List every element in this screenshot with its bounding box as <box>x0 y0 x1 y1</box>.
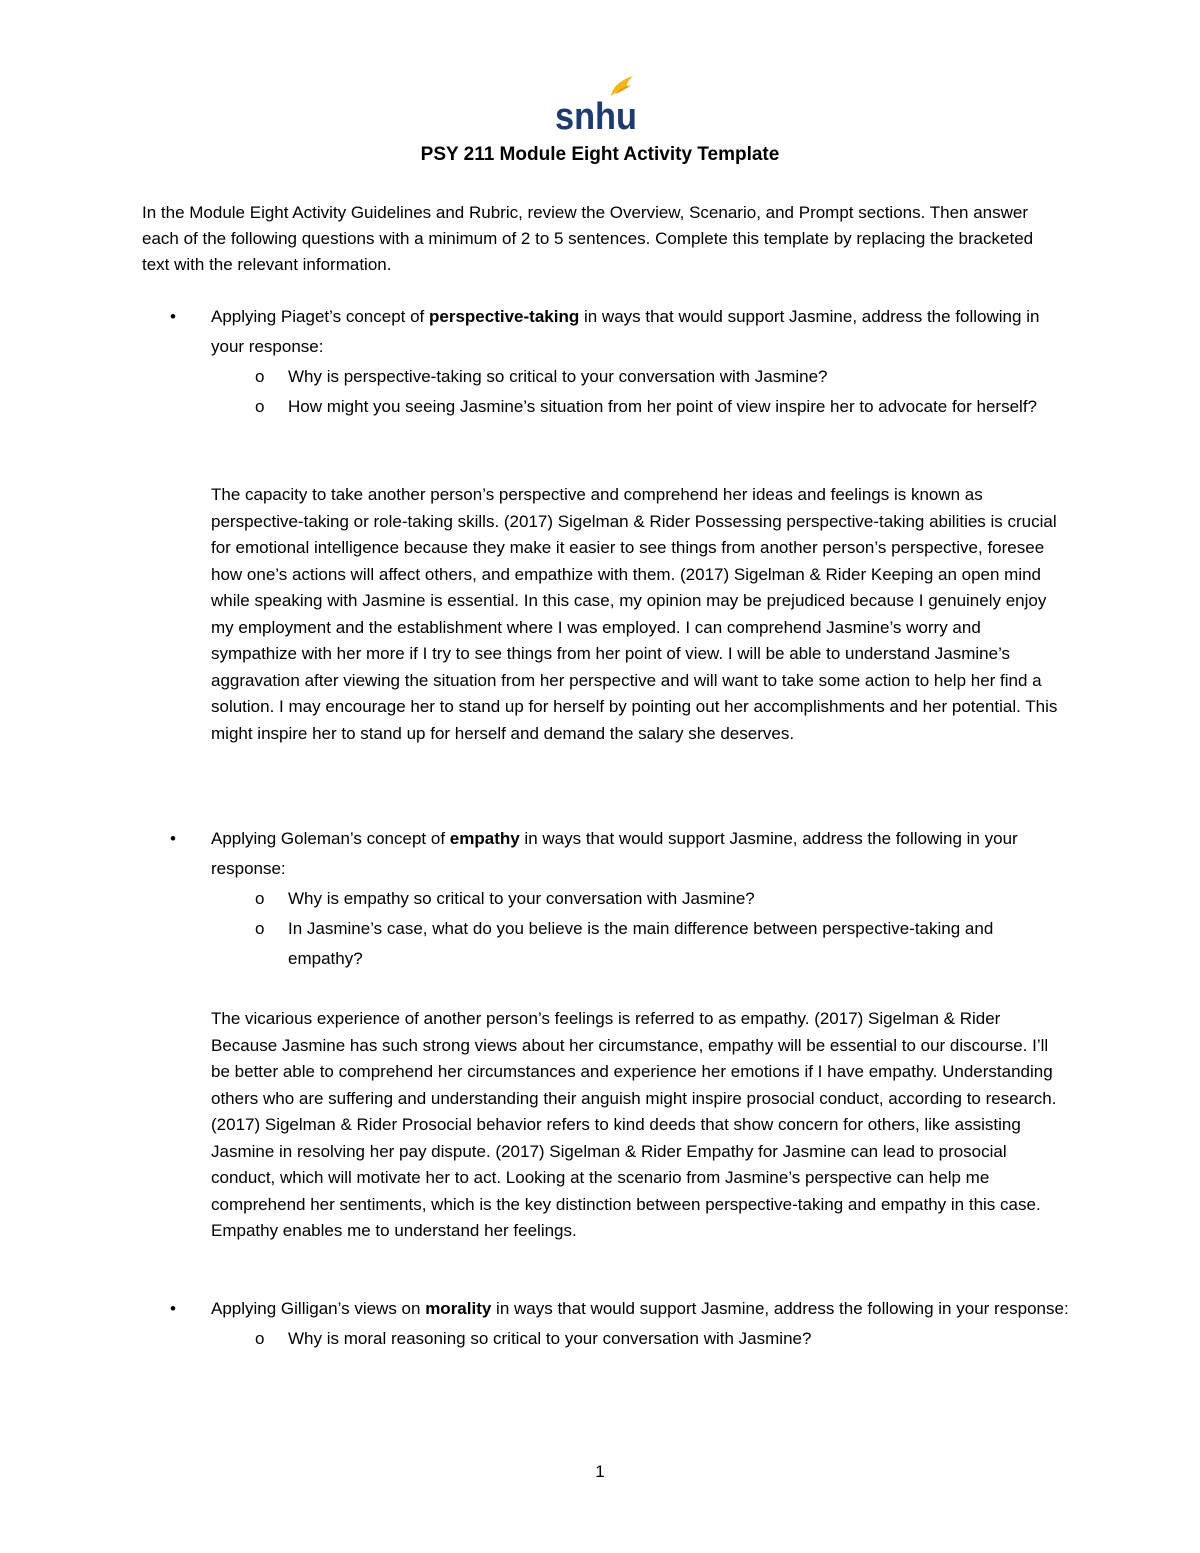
bullet-marker: • <box>170 1299 176 1318</box>
question-item: o Why is empathy so critical to your conversation with Jasmine? <box>142 884 1072 914</box>
sub-bullet-marker: o <box>255 919 265 938</box>
prompt-section-3 <box>142 1294 1072 1354</box>
prompt-section-2 <box>142 824 1072 974</box>
prompt-bullet: • Applying Goleman’s concept of empathy in ways that would support Jasmine, address the following in your response: <box>142 824 1072 884</box>
answer-paragraph: The capacity to take another person’s perspective and comprehend her ideas and feelings is known as perspective-taking or role-taking skills. (2017) Sigelman & Rider Possessing perspective-taking abilities is crucial for emotional intelligence because they make it easier to see things from another person’s perspective, foresee how one’s actions will affect others, and empathize with them. (2017) Sigelman & Rider Keeping an open mind while speaking with Jasmine is essential. In this case, my opinion may be prejudiced because I genuinely enjoy my employment and the establishment where I was employed. I can comprehend Jasmine’s worry and sympathize with her more if I try to see things from her point of view. I will be able to understand Jasmine’s aggravation after viewing the situation from her perspective and will want to take some action to help her find a solution. I may encourage her to stand up for herself by pointing out her accomplishments and her potential. This might inspire her to stand up for herself and demand the salary she deserves. <box>211 485 1058 743</box>
page-title: PSY 211 Module Eight Activity Template <box>420 144 780 165</box>
prompt-bullet: • Applying Gilligan’s views on morality in ways that would support Jasmine, address the following in your response: <box>142 1294 1072 1324</box>
sub-bullet-marker: o <box>255 1329 265 1348</box>
key-concept: morality <box>425 1299 492 1318</box>
question-item: o In Jasmine’s case, what do you believe is the main difference between perspective-taking and empathy? <box>142 914 1072 974</box>
snhu-logo <box>555 74 639 132</box>
question-item: o Why is perspective-taking so critical to your conversation with Jasmine? <box>142 362 1072 392</box>
page-number: 1 <box>595 1462 605 1481</box>
prompt-section-1 <box>142 302 1072 422</box>
key-concept: perspective-taking <box>429 307 580 326</box>
sub-bullet-marker: o <box>255 889 265 908</box>
intro-paragraph: In the Module Eight Activity Guidelines and Rubric, review the Overview, Scenario, and Prompt sections. Then answer each of the following questions with a minimum of 2 to 5 sentences. Complete this template by replacing the bracketed text with the relevant information. <box>142 203 1034 274</box>
sub-bullet-marker: o <box>255 397 265 416</box>
question-list <box>142 884 1072 974</box>
prompt-bullet: • Applying Piaget’s concept of perspective-taking in ways that would support Jasmine, address the following in your response: <box>142 302 1072 362</box>
bullet-marker: • <box>170 829 176 848</box>
bullet-marker: • <box>170 307 176 326</box>
logo-text: snhu <box>555 96 637 132</box>
key-concept: empathy <box>449 829 520 848</box>
answer-paragraph: The vicarious experience of another person’s feelings is referred to as empathy. (2017) Sigelman & Rider Because Jasmine has such strong views about her circumstance, empathy will be essential to our discourse. I’ll be better able to comprehend her circumstances and experience her emotions if I have empathy. Understanding others who are suffering and understanding their anguish might inspire prosocial conduct, according to research. (2017) Sigelman & Rider Prosocial behavior refers to kind deeds that show concern for others, like assisting Jasmine in resolving her pay dispute. (2017) Sigelman & Rider Empathy for Jasmine can lead to prosocial conduct, which will motivate her to act. Looking at the scenario from Jasmine’s perspective can help me comprehend her sentiments, which is the key distinction between perspective-taking and empathy in this case. Empathy enables me to understand her feelings. <box>211 1009 1057 1240</box>
question-list <box>142 362 1072 422</box>
question-item: o How might you seeing Jasmine’s situation from her point of view inspire her to advocate for herself? <box>142 392 1072 422</box>
question-list <box>142 1324 1072 1354</box>
sub-bullet-marker: o <box>255 367 265 386</box>
question-item: o Why is moral reasoning so critical to your conversation with Jasmine? <box>142 1324 1072 1354</box>
flame-icon <box>611 76 633 96</box>
